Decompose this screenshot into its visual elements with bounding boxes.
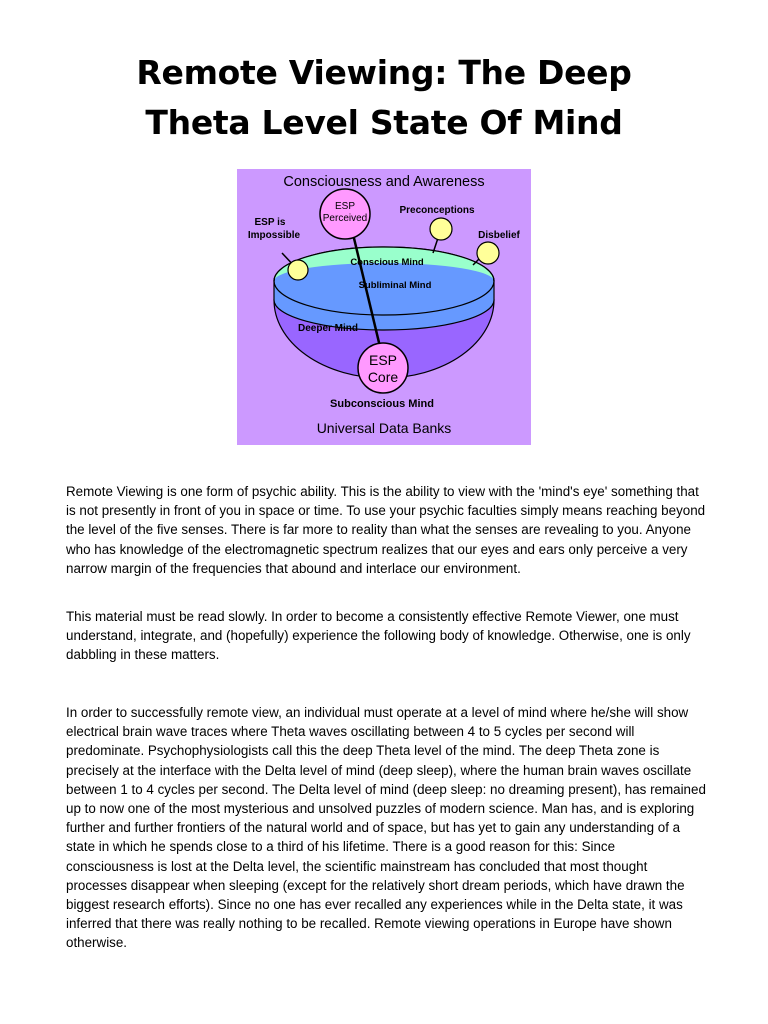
consciousness-diagram-svg [237, 169, 531, 445]
esp-perceived-label-line-1: ESP [334, 201, 356, 212]
deeper-mind-label: Deeper Mind [297, 323, 359, 334]
preconceptions-bubble [430, 218, 452, 240]
paragraph-theta-level: In order to successfully remote view, an individual must operate at a level of mind where he/she will show electrical brain wave traces where Theta waves oscillating between 4 to 5 cycles per second will predominate. Psychophysiologists call this the deep Theta level of the mind. The deep Theta zone is precisely at the interface with the Delta level of mind (deep sleep), where the human brain waves oscillate between 1 to 4 cycles per second. The Delta level of mind (deep sleep: no dreaming present), has remained up to now one of the most mysterious and unsolved puzzles of modern science. Man has, and is exploring further and further frontiers of the natural world and of space, but has yet to gain any understanding of a state in which he spends close to a third of his lifetime. There is a good reason for this: Since consciousness is lost at the Delta level, the scientific mainstream has concluded that most thought processes disappear when sleeping (except for the relatively short dream periods, which have drawn the biggest research efforts). Since no one has ever recalled any experiences while in the Delta state, it was inferred that there was really nothing to be recalled. Remote viewing operations in Europe have shown otherwise. [66, 705, 706, 951]
disbelief-label: Disbelief [478, 230, 520, 241]
universal-data-banks-label: Universal Data Banks [316, 420, 452, 436]
esp-perceived-label-line-2: Perceived [322, 213, 368, 224]
esp-core-label-line-2: Core [367, 369, 399, 385]
consciousness-diagram [237, 169, 531, 445]
conscious-mind-label: Conscious Mind [350, 257, 424, 268]
page-title-line-1: Remote Viewing: The Deep [136, 53, 632, 92]
paragraph-remote-viewing-intro: Remote Viewing is one form of psychic ability. This is the ability to view with the 'mind's eye' something that is not presently in front of you in space or time. To use your psychic faculties simply means reaching beyond the level of the five senses. There is far more to reality than what the senses are revealing to you. Anyone who has knowledge of the electromagnetic spectrum realizes that our eyes and ears only perceive a very narrow margin of the frequencies that abound and interlace our environment. [66, 484, 706, 576]
esp-impossible-label-line-1: ESP is [254, 217, 286, 228]
page-title-line-2: Theta Level State Of Mind [145, 103, 623, 142]
diagram-title: Consciousness and Awareness [283, 174, 485, 190]
paragraph-read-slowly: This material must be read slowly. In order to become a consistently effective Remote Viewer, one must understand, integrate, and (hopefully) experience the following body of knowledge. Otherwise, one is only dabbling in these matters. [66, 609, 691, 663]
esp-core-circle [358, 343, 408, 393]
subconscious-mind-label: Subconscious Mind [330, 398, 434, 410]
esp-impossible-label-line-2: Impossible [247, 230, 301, 241]
esp-core-label-line-1: ESP [368, 352, 398, 368]
subliminal-mind-label: Subliminal Mind [358, 280, 432, 291]
page-title [0, 48, 768, 148]
esp-impossible-bubble [288, 260, 308, 280]
preconceptions-label: Preconceptions [399, 205, 475, 216]
disbelief-bubble [477, 242, 499, 264]
